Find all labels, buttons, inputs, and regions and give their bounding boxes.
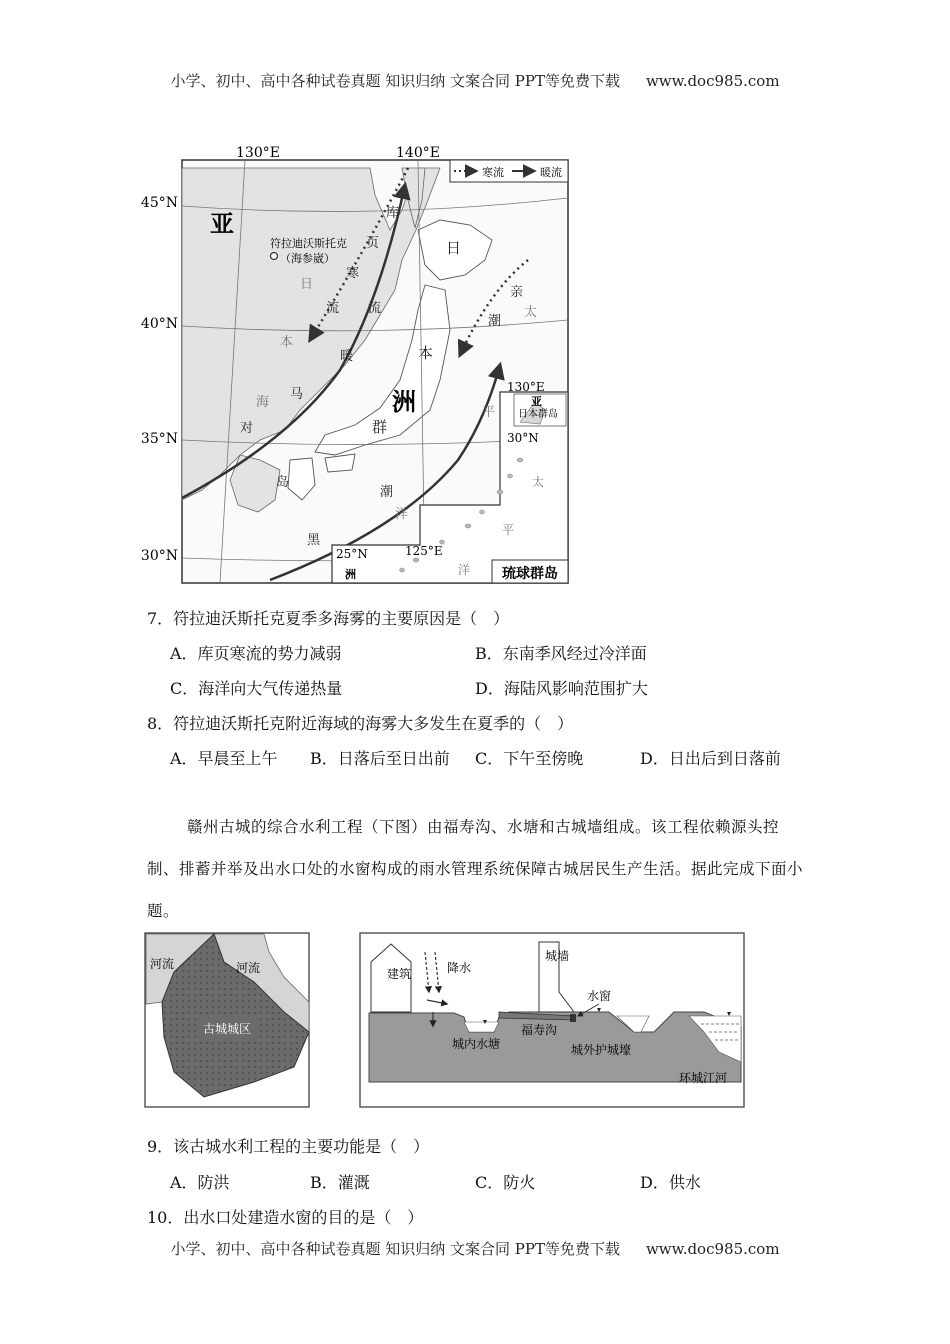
japan-current-map xyxy=(140,140,580,590)
legend-cold-label: 寒流 xyxy=(482,166,504,179)
river-section-label: 环城江河 xyxy=(679,1071,728,1085)
q7-option-d[interactable]: D．海陆风影响范围扩大 xyxy=(475,679,648,698)
moat-label: 城外护城壕 xyxy=(571,1043,632,1057)
lat-label-40: 40°N xyxy=(140,316,178,332)
label-hai: 海 xyxy=(256,395,270,410)
label-han: 寒 xyxy=(346,266,360,281)
inner-pond-water xyxy=(464,1022,499,1032)
city-alias: （海参崴） xyxy=(280,252,335,265)
city-area-label: 古城城区 xyxy=(202,1022,252,1036)
label-ye: 页 xyxy=(366,236,380,251)
ditch-label: 福寿沟 xyxy=(521,1023,558,1037)
label-dui: 对 xyxy=(240,421,254,436)
q8-option-c[interactable]: C．下午至傍晚 xyxy=(475,749,584,768)
region-zhou-label: 洲 xyxy=(392,387,416,416)
water-system-section xyxy=(359,932,745,1108)
label-hei: 黑 xyxy=(307,533,321,548)
label-ben1: 本 xyxy=(280,335,294,350)
inset-lon-bottom: 125°E xyxy=(405,544,443,558)
label-ri2: 日 xyxy=(446,239,462,257)
river-label-west: 河流 xyxy=(150,957,175,971)
q9-option-b[interactable]: B．灌溉 xyxy=(310,1173,370,1192)
region-asia-label: 亚 xyxy=(210,209,234,238)
q7-stem: 7．符拉迪沃斯托克夏季多海雾的主要原因是（ ） xyxy=(147,609,510,628)
lat-label-30: 30°N xyxy=(140,548,178,564)
inset-lon-top: 130°E xyxy=(507,380,545,394)
lat-label-45: 45°N xyxy=(140,195,178,211)
lon-label-130: 130°E xyxy=(236,145,280,161)
inset-lat-bottom: 25°N xyxy=(336,547,368,561)
inset-yang: 洋 xyxy=(458,563,471,577)
header-text: 小学、初中、高中各种试卷真题 知识归纳 文案合同 PPT等免费下载 xyxy=(170,72,620,90)
footer-text: 小学、初中、高中各种试卷真题 知识归纳 文案合同 PPT等免费下载 xyxy=(170,1240,620,1258)
legend-warm-label: 暖流 xyxy=(540,166,562,179)
header-site: www.doc985.com xyxy=(645,72,780,90)
inset-lat: 30°N xyxy=(507,431,539,445)
label-yang1: 洋 xyxy=(395,507,409,522)
river-label-east: 河流 xyxy=(236,961,261,975)
inset-japan: 日本群岛 xyxy=(518,409,558,420)
lat-label-35: 35°N xyxy=(140,431,178,447)
q8-option-a[interactable]: A．早晨至上午 xyxy=(170,749,278,768)
label-ben2: 本 xyxy=(418,344,434,362)
label-qun: 群 xyxy=(372,418,388,436)
footer-site: www.doc985.com xyxy=(645,1240,780,1258)
inset-ping: 平 xyxy=(502,523,515,537)
water-window-label: 水窗 xyxy=(587,989,612,1003)
q8-stem: 8．符拉迪沃斯托克附近海域的海雾大多发生在夏季的（ ） xyxy=(147,714,574,733)
q9-stem: 9．该古城水利工程的主要功能是（ ） xyxy=(147,1137,430,1156)
inset-asia: 亚 xyxy=(531,395,542,408)
passage xyxy=(147,806,807,932)
rain-label: 降水 xyxy=(447,961,472,975)
inset-tai: 太 xyxy=(532,475,545,489)
label-dao: 岛 xyxy=(276,475,290,490)
building-label: 建筑 xyxy=(387,967,412,981)
water-window-icon xyxy=(570,1014,576,1022)
vladivostok-marker xyxy=(271,253,278,260)
label-liu2: 流 xyxy=(368,301,382,316)
inset-title: 琉球群岛 xyxy=(502,566,558,582)
label-qin: 亲 xyxy=(510,285,524,300)
q8-option-b[interactable]: B．日落后至日出前 xyxy=(310,749,450,768)
city-name: 符拉迪沃斯托克 xyxy=(270,237,347,250)
label-ri1: 日 xyxy=(300,277,314,292)
pond-label: 城内水塘 xyxy=(452,1037,501,1051)
label-tai1: 太 xyxy=(524,305,538,320)
label-ku: 库 xyxy=(386,206,400,221)
label-liu1: 流 xyxy=(326,301,340,316)
q10-stem: 10．出水口处建造水窗的目的是（ ） xyxy=(147,1208,424,1227)
q9-option-c[interactable]: C．防火 xyxy=(475,1173,536,1192)
label-nuan: 暖 xyxy=(340,349,354,364)
lon-label-140: 140°E xyxy=(396,145,440,161)
label-chao1: 潮 xyxy=(488,314,502,329)
label-ping1: 平 xyxy=(482,405,496,420)
label-ma: 马 xyxy=(290,387,304,402)
page-footer xyxy=(0,1238,950,1259)
city-wall-label: 城墙 xyxy=(545,949,570,963)
passage-text: 赣州古城的综合水利工程（下图）由福寿沟、水塘和古城墙组成。该工程依赖源头控制、排蓄并举及出水口处的水窗构成的雨水管理系统保障古城居民生产生活。据此完成下面小题。 xyxy=(147,818,804,920)
q9-option-a[interactable]: A．防洪 xyxy=(170,1173,230,1192)
q7-option-a[interactable]: A．库页寒流的势力减弱 xyxy=(170,644,342,663)
page-header xyxy=(0,70,950,91)
q8-option-d[interactable]: D．日出后到日落前 xyxy=(640,749,781,768)
inset-zhou: 洲 xyxy=(345,568,356,581)
ancient-city-map xyxy=(144,932,310,1108)
q7-option-b[interactable]: B．东南季风经过冷洋面 xyxy=(475,644,647,663)
q9-option-d[interactable]: D．供水 xyxy=(640,1173,701,1192)
q7-option-c[interactable]: C．海洋向大气传递热量 xyxy=(170,679,343,698)
label-chao2: 潮 xyxy=(380,485,394,500)
